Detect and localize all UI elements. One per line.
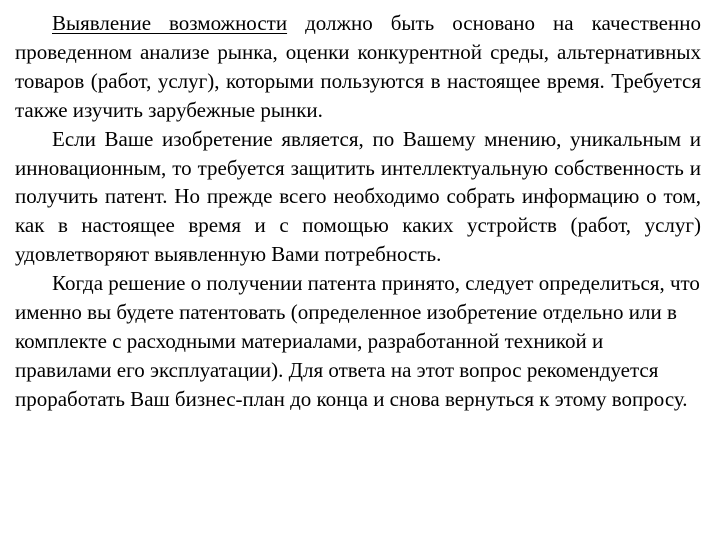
paragraph-text: должно быть основано на качественно проведенном анализе рынка, оценки конкурентной среды, альтернативных товаров (работ, услуг), которыми пользуются в настоящее время. Требуется также изучить зарубежные рынки. (15, 11, 701, 122)
document-page (15, 9, 701, 414)
paragraph-patent-decision: Когда решение о получении патента принято, следует определиться, что именно вы будете патентовать (определенное изобретение отдельно или в комплекте с расходными материалами, разработанной техникой и правилами его эксплуатации). Для ответа на этот вопрос рекомендуется проработать Ваш бизнес-план до конца и снова вернуться к этому вопросу. (15, 271, 700, 411)
paragraph-patent-protection: Если Ваше изобретение является, по Вашему мнению, уникальным и инновационным, то требуется защитить интеллектуальную собственность и получить патент. Но прежде всего необходимо собрать информацию о том, как в настоящее время и с помощью каких устройств (работ, услуг) удовлетворяют выявленную Вами потребность. (15, 126, 701, 267)
paragraph-market-analysis (15, 9, 701, 125)
underlined-lead-phrase: Выявление возможности (52, 11, 288, 35)
